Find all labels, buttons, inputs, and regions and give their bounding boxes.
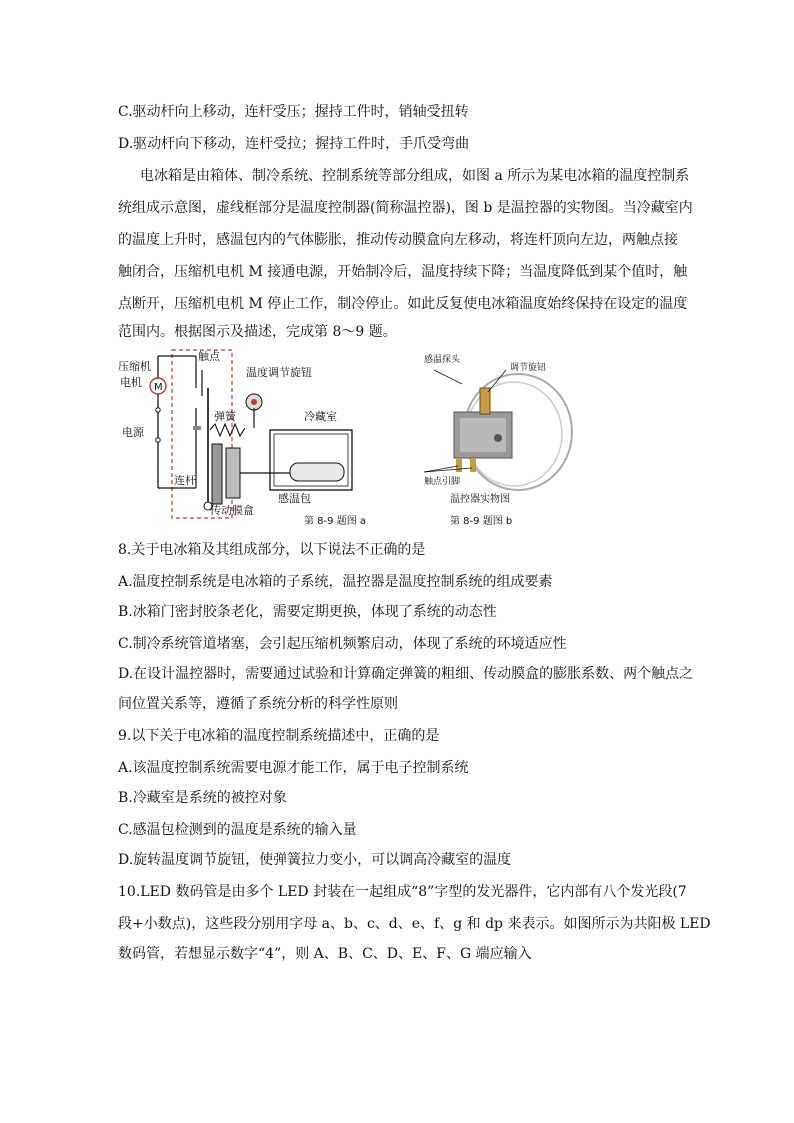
motor-symbol: M (154, 382, 163, 393)
figure-a-caption: 第 8-9 题图 a (304, 516, 366, 527)
label-rod: 连杆 (174, 474, 196, 487)
label-cold-room: 冷藏室 (304, 410, 337, 423)
q8-option-a: A.温度控制系统是电冰箱的子系统，温控器是温度控制系统的组成要素 (118, 574, 553, 590)
q8-option-d-line-1: D.在设计温控器时，需要通过试验和计算确定弹簧的粗细、传动膜盒的膨胀系数、两个触点之 (118, 666, 694, 682)
q9-option-a: A.该温度控制系统需要电源才能工作，属于电子控制系统 (118, 760, 469, 776)
figure-b-caption: 第 8-9 题图 b (450, 516, 513, 527)
option-d-prev: D.驱动杆向下移动，连杆受拉；握持工件时，手爪受弯曲 (118, 136, 470, 152)
q9-option-d: D.旋转温度调节旋钮，使弹簧拉力变小，可以调高冷藏室的温度 (118, 852, 512, 868)
question-8: 8.关于电冰箱及其组成部分，以下说法不正确的是 (118, 542, 426, 558)
label-pins: 触点引脚 (424, 477, 461, 487)
q8-option-c: C.制冷系统管道堵塞，会引起压缩机频繁启动，体现了系统的环境适应性 (118, 636, 567, 652)
passage-line-4: 触闭合，压缩机电机 M 接通电源，开始制冷后，温度持续下降；当温度降低到某个值时，触 (118, 264, 688, 280)
label-adjust-knob: 调节旋钮 (510, 363, 547, 373)
question-10-line-3: 数码管，若想显示数字“4”，则 A、B、C、D、E、F、G 端应输入 (118, 946, 532, 962)
passage-line-2: 统组成示意图，虚线框部分是温度控制器(简称温控器)，图 b 是温控器的实物图。当冷藏室内 (118, 200, 693, 216)
q9-option-c: C.感温包检测到的温度是系统的输入量 (118, 822, 357, 838)
label-motor: 电机 (120, 376, 142, 389)
q8-option-d-line-2: 间位置关系等，遵循了系统分析的科学性原则 (118, 696, 398, 712)
passage-line-1: 电冰箱是由箱体、制冷系统、控制系统等部分组成，如图 a 所示为某电冰箱的温度控制系 (140, 168, 690, 184)
passage-line-5: 点断开，压缩机电机 M 停止工作，制冷停止。如此反复使电冰箱温度始终保持在设定的温度 (118, 296, 688, 312)
label-spring: 弹簧 (214, 410, 236, 423)
label-power: 电源 (122, 426, 144, 439)
label-knob: 温度调节旋钮 (246, 366, 312, 379)
figure-b-title: 温控器实物图 (450, 494, 510, 505)
question-10-line-1: 10.LED 数码管是由多个 LED 封装在一起组成“8”字型的发光器件，它内部有八个发光段(7 (118, 884, 687, 900)
figure-b-photo (414, 348, 584, 530)
label-bulb: 感温包 (278, 492, 311, 505)
label-probe: 感温探头 (424, 355, 461, 365)
passage-line-3: 的温度上升时，感温包内的气体膨胀，推动传动膜盒向左移动，将连杆顶向左边，两触点接 (118, 232, 678, 248)
option-c-prev: C.驱动杆向上移动，连杆受压；握持工件时，销轴受扭转 (118, 104, 469, 120)
q9-option-b: B.冷藏室是系统的被控对象 (118, 790, 287, 806)
question-10-line-2: 段+小数点)，这些段分别用字母 a、b、c、d、e、f、g 和 dp 来表示。如图所示为共阳极 LED (118, 916, 711, 932)
q8-option-b: B.冰箱门密封胶条老化，需要定期更换，体现了系统的动态性 (118, 604, 497, 620)
label-compressor: 压缩机 (118, 360, 151, 373)
question-9: 9.以下关于电冰箱的温度控制系统描述中，正确的是 (118, 728, 440, 744)
figure-a-diagram (118, 348, 366, 530)
label-bellows: 传动膜盒 (210, 504, 254, 517)
passage-line-6: 范围内。根据图示及描述，完成第 8～9 题。 (118, 324, 397, 340)
label-contact: 触点 (198, 350, 220, 363)
